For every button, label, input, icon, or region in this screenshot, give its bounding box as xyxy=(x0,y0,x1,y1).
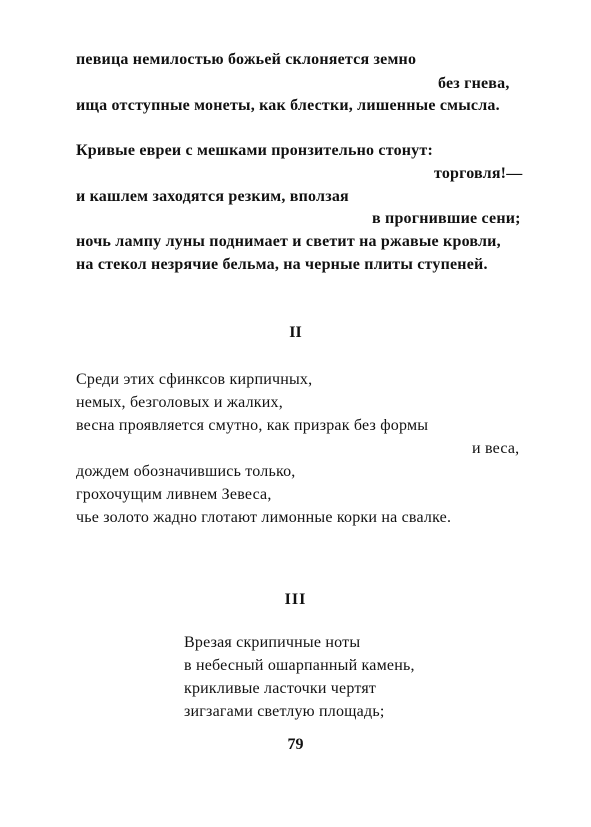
section-heading-3: III xyxy=(284,591,307,608)
poem-line: зигзагами светлую площадь; xyxy=(184,703,385,720)
poem-line: дождем обозначившись только, xyxy=(76,463,296,480)
poem-line: и кашлем заходятся резким, вползая xyxy=(76,188,349,205)
poem-line: торговля!— xyxy=(434,165,523,182)
poem-line: на стекол незрячие бельма, на черные плиты ступеней. xyxy=(76,256,488,273)
poem-line: в прогнившие сени; xyxy=(372,210,521,227)
poem-line: Среди этих сфинксов кирпичных, xyxy=(76,371,313,388)
poem-line: в небесный ошарпанный камень, xyxy=(184,657,415,674)
poem-line: певица немилостью божьей склоняется земно xyxy=(76,51,417,68)
poem-line: Врезая скрипичные ноты xyxy=(184,634,361,651)
page-number: 79 xyxy=(287,736,304,753)
poem-line: ночь лампу луны поднимает и светит на ржавые кровли, xyxy=(76,233,501,250)
poem-line: и веса, xyxy=(472,440,520,457)
poem-line: без гнева, xyxy=(438,75,510,92)
poem-line: весна проявляется смутно, как призрак без формы xyxy=(76,417,429,434)
poem-line: ища отступные монеты, как блестки, лишенные смысла. xyxy=(76,97,500,114)
poem-line: крикливые ласточки чертят xyxy=(184,680,377,697)
section-heading-2: II xyxy=(289,324,302,341)
poem-line: Кривые евреи с мешками пронзительно стонут: xyxy=(76,142,433,159)
poem-line: немых, безголовых и жалких, xyxy=(76,394,283,411)
poem-line: грохочущим ливнем Зевеса, xyxy=(76,486,272,503)
poem-line: чье золото жадно глотают лимонные корки на свалке. xyxy=(76,509,452,526)
